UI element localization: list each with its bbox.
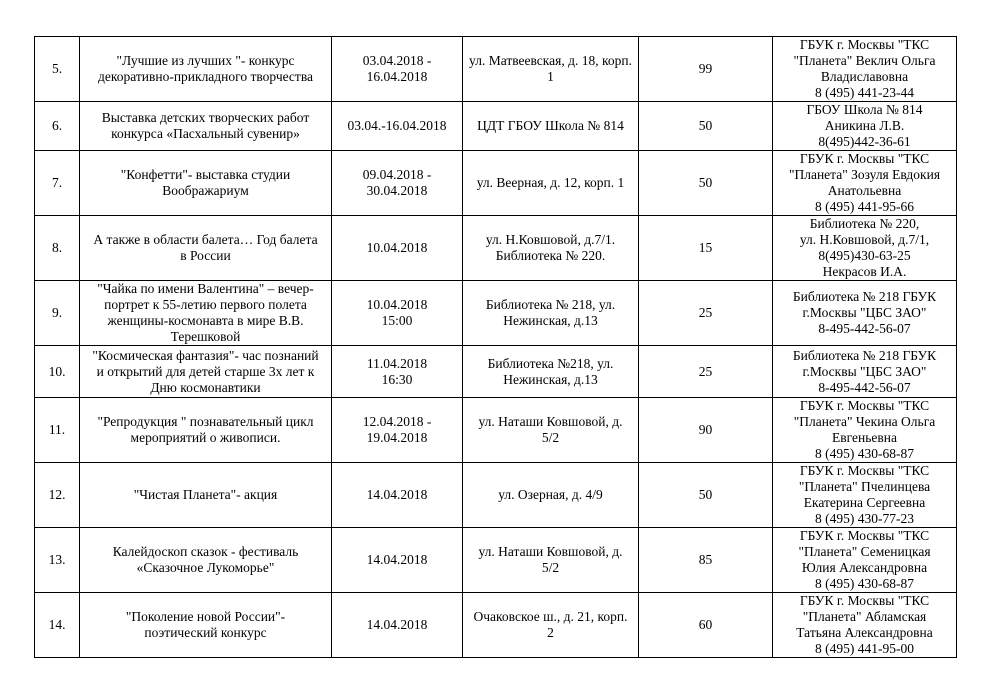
events-table [34,36,957,658]
table-row [35,281,957,346]
participant-count: 60 [639,593,773,658]
event-title: Выставка детских творческих работ конкурса «Пасхальный сувенир» [80,102,332,151]
row-number: 12. [35,463,80,528]
participant-count: 90 [639,398,773,463]
event-date: 09.04.2018 - 30.04.2018 [332,151,463,216]
event-date: 14.04.2018 [332,528,463,593]
participant-count: 99 [639,37,773,102]
participant-count: 25 [639,346,773,398]
participant-count: 25 [639,281,773,346]
participant-count: 50 [639,463,773,528]
event-place: ул. Н.Ковшовой, д.7/1. Библиотека № 220. [463,216,639,281]
participant-count: 85 [639,528,773,593]
event-title: "Конфетти"- выставка студии Воображариум [80,151,332,216]
contact-info: Библиотека № 218 ГБУК г.Москвы "ЦБС ЗАО" 8-495-442-56-07 [773,346,957,398]
contact-info: Библиотека № 218 ГБУК г.Москвы "ЦБС ЗАО" 8-495-442-56-07 [773,281,957,346]
event-title: "Лучшие из лучших "- конкурс декоративно-прикладного творчества [80,37,332,102]
event-title: "Репродукция " познавательный цикл мероприятий о живописи. [80,398,332,463]
event-date: 12.04.2018 - 19.04.2018 [332,398,463,463]
event-place: ул. Наташи Ковшовой, д. 5/2 [463,528,639,593]
contact-info: ГБУК г. Москвы "ТКС "Планета" Пчелинцева Екатерина Сергеевна 8 (495) 430-77-23 [773,463,957,528]
table-row [35,151,957,216]
contact-info: ГБУК г. Москвы "ТКС "Планета" Зозуля Евдокия Анатольевна 8 (495) 441-95-66 [773,151,957,216]
event-date: 10.04.2018 15:00 [332,281,463,346]
event-place: ул. Матвеевская, д. 18, корп. 1 [463,37,639,102]
participant-count: 50 [639,102,773,151]
row-number: 14. [35,593,80,658]
event-title: А также в области балета… Год балета в России [80,216,332,281]
contact-info: Библиотека № 220, ул. Н.Ковшовой, д.7/1, 8(495)430-63-25 Некрасов И.А. [773,216,957,281]
table-row [35,463,957,528]
event-place: ул. Веерная, д. 12, корп. 1 [463,151,639,216]
table-row [35,216,957,281]
contact-info: ГБУК г. Москвы "ТКС "Планета" Абламская Татьяна Александровна 8 (495) 441-95-00 [773,593,957,658]
row-number: 6. [35,102,80,151]
event-date: 14.04.2018 [332,593,463,658]
event-place: ул. Озерная, д. 4/9 [463,463,639,528]
row-number: 11. [35,398,80,463]
row-number: 7. [35,151,80,216]
event-title: "Космическая фантазия"- час познаний и открытий для детей старше 3х лет к Дню космонавтики [80,346,332,398]
event-place: Библиотека № 218, ул. Нежинская, д.13 [463,281,639,346]
event-place: Очаковское ш., д. 21, корп. 2 [463,593,639,658]
table-row [35,593,957,658]
event-place: ЦДТ ГБОУ Школа № 814 [463,102,639,151]
event-date: 03.04.2018 - 16.04.2018 [332,37,463,102]
participant-count: 15 [639,216,773,281]
event-place: ул. Наташи Ковшовой, д. 5/2 [463,398,639,463]
event-title: "Чистая Планета"- акция [80,463,332,528]
event-place: Библиотека №218, ул. Нежинская, д.13 [463,346,639,398]
table-row [35,528,957,593]
row-number: 10. [35,346,80,398]
event-date: 10.04.2018 [332,216,463,281]
participant-count: 50 [639,151,773,216]
event-title: "Чайка по имени Валентина" – вечер- портрет к 55-летию первого полета женщины-космонавта в мире В.В. Терешковой [80,281,332,346]
table-row [35,102,957,151]
contact-info: ГБУК г. Москвы "ТКС "Планета" Чекина Ольга Евгеньевна 8 (495) 430-68-87 [773,398,957,463]
contact-info: ГБУК г. Москвы "ТКС "Планета" Веклич Ольга Владиславовна 8 (495) 441-23-44 [773,37,957,102]
event-title: Калейдоскоп сказок - фестиваль «Сказочное Лукоморье" [80,528,332,593]
row-number: 8. [35,216,80,281]
event-date: 11.04.2018 16:30 [332,346,463,398]
table-row [35,398,957,463]
table-row [35,37,957,102]
row-number: 9. [35,281,80,346]
row-number: 5. [35,37,80,102]
contact-info: ГБОУ Школа № 814 Аникина Л.В. 8(495)442-36-61 [773,102,957,151]
table-row [35,346,957,398]
event-date: 03.04.-16.04.2018 [332,102,463,151]
row-number: 13. [35,528,80,593]
event-title: "Поколение новой России"- поэтический конкурс [80,593,332,658]
contact-info: ГБУК г. Москвы "ТКС "Планета" Семеницкая Юлия Александровна 8 (495) 430-68-87 [773,528,957,593]
event-date: 14.04.2018 [332,463,463,528]
